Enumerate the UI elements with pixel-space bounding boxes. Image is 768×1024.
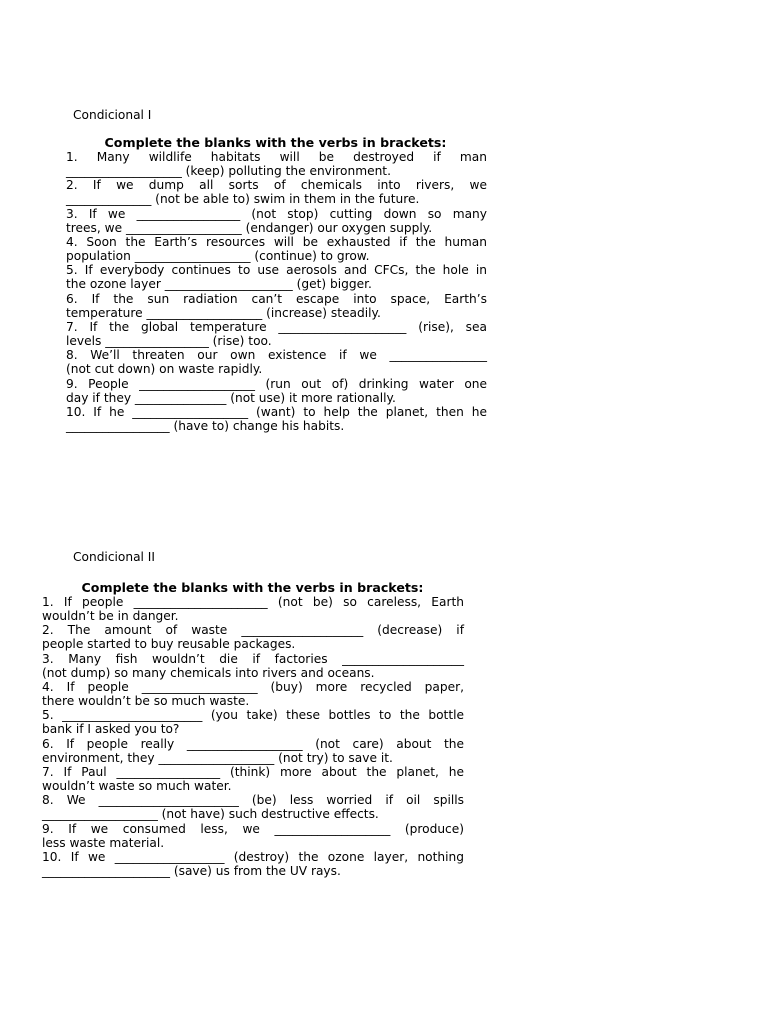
exercise-item — [66, 207, 487, 235]
exercise-item — [42, 822, 464, 850]
exercise-line: 10. If he ___________________ (want) to help the planet, then he — [66, 404, 487, 419]
exercise-line: _________________ (have to) change his habits. — [66, 418, 345, 433]
exercise-item — [42, 708, 464, 736]
exercise-item — [66, 178, 487, 206]
exercise-line: 6. If the sun radiation can’t escape into space, Earth’s — [66, 291, 487, 306]
exercise-line: 1. Many wildlife habitats will be destroyed if man — [66, 150, 487, 164]
exercise-line: wouldn’t waste so much water. — [42, 779, 232, 794]
section-2-heading: Complete the blanks with the verbs in brackets: — [81, 580, 424, 595]
exercise-line: 3. Many fish wouldn’t die if factories ____________________ — [42, 651, 464, 666]
section-2 — [42, 550, 464, 878]
exercise-item — [42, 680, 464, 708]
section-1 — [66, 108, 487, 433]
exercise-line: 6. If people really ___________________ (not care) about the — [42, 736, 464, 751]
exercise-line: 5. _______________________ (you take) these bottles to the bottle — [42, 708, 464, 723]
exercise-item — [42, 652, 464, 680]
exercise-line: 8. We _______________________ (be) less worried if oil spills — [42, 793, 464, 808]
section-2-exercise-list — [42, 595, 464, 878]
exercise-line: 1. If people ______________________ (not be) so careless, Earth — [42, 595, 464, 609]
exercise-line: 7. If the global temperature _____________________ (rise), sea — [66, 319, 487, 334]
exercise-item — [42, 623, 464, 651]
exercise-item — [66, 150, 487, 178]
exercise-line: 8. We’ll threaten our own existence if we ________________ — [66, 348, 487, 363]
exercise-line: there wouldn’t be so much waste. — [42, 694, 250, 709]
exercise-line: people started to buy reusable packages. — [42, 637, 296, 652]
exercise-line: 5. If everybody continues to use aerosols and CFCs, the hole in — [66, 263, 487, 278]
exercise-line: 3. If we _________________ (not stop) cutting down so many — [66, 206, 487, 221]
exercise-item — [42, 737, 464, 765]
exercise-line: 9. If we consumed less, we ___________________ (produce) — [42, 821, 464, 836]
exercise-item — [66, 292, 487, 320]
exercise-item — [66, 377, 487, 405]
exercise-line: 2. If we dump all sorts of chemicals into rivers, we — [66, 178, 487, 193]
exercise-line: 7. If Paul _________________ (think) more about the planet, he — [42, 764, 464, 779]
exercise-line: ___________________ (keep) polluting the environment. — [66, 164, 391, 179]
section-2-label: Condicional II — [73, 550, 155, 564]
exercise-line: environment, they ___________________ (not try) to save it. — [42, 750, 393, 765]
exercise-line: 4. If people ___________________ (buy) more recycled paper, — [42, 679, 464, 694]
exercise-item — [66, 405, 487, 433]
exercise-line: day if they _______________ (not use) it more rationally. — [66, 390, 396, 405]
exercise-line: less waste material. — [42, 835, 165, 850]
exercise-item — [42, 850, 464, 878]
exercise-line: ___________________ (not have) such destructive effects. — [42, 807, 379, 822]
exercise-line: temperature ___________________ (increase) steadily. — [66, 305, 381, 320]
exercise-line: trees, we ___________________ (endanger) our oxygen supply. — [66, 220, 433, 235]
exercise-item — [66, 235, 487, 263]
section-1-exercise-list — [66, 150, 487, 433]
exercise-line: 10. If we __________________ (destroy) the ozone layer, nothing — [42, 849, 464, 864]
exercise-line: 9. People ___________________ (run out of) drinking water one — [66, 376, 487, 391]
exercise-line: ______________ (not be able to) swim in them in the future. — [66, 192, 420, 207]
exercise-item — [42, 595, 464, 623]
exercise-line: 4. Soon the Earth’s resources will be exhausted if the human — [66, 234, 487, 249]
exercise-line: 2. The amount of waste ____________________ (decrease) if — [42, 623, 464, 638]
exercise-line: population ___________________ (continue) to grow. — [66, 249, 370, 264]
exercise-line: _____________________ (save) us from the UV rays. — [42, 863, 341, 878]
exercise-item — [66, 263, 487, 291]
exercise-item — [42, 793, 464, 821]
exercise-item — [66, 348, 487, 376]
exercise-line: (not dump) so many chemicals into rivers and oceans. — [42, 665, 375, 680]
exercise-line: wouldn’t be in danger. — [42, 609, 179, 624]
section-1-label: Condicional I — [73, 108, 152, 122]
exercise-item — [66, 320, 487, 348]
exercise-item — [42, 765, 464, 793]
exercise-line: the ozone layer _____________________ (get) bigger. — [66, 277, 372, 292]
exercise-line: bank if I asked you to? — [42, 722, 180, 737]
exercise-line: levels _________________ (rise) too. — [66, 334, 272, 349]
exercise-line: (not cut down) on waste rapidly. — [66, 362, 263, 377]
section-1-heading: Complete the blanks with the verbs in brackets: — [104, 135, 447, 150]
